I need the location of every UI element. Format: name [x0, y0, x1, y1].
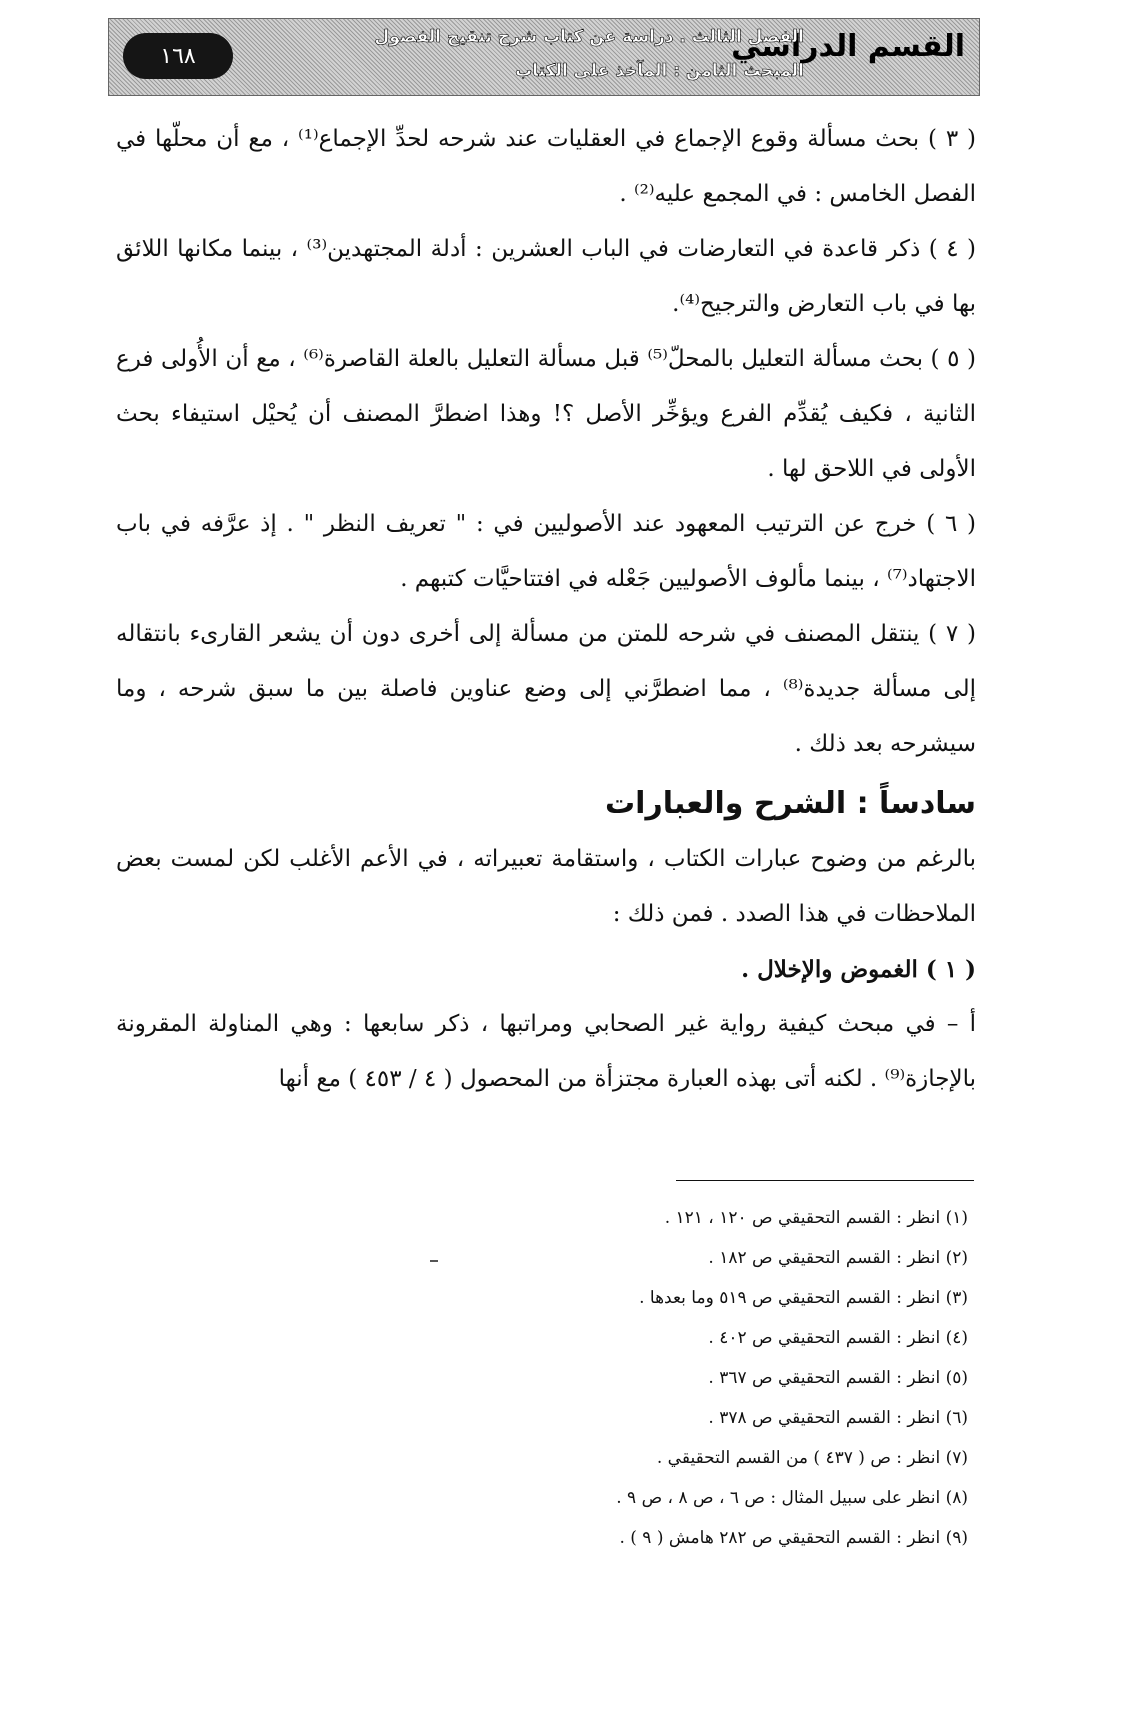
footnote-6: (٦) انظر : القسم التحقيقي ص ٣٧٨ .: [708, 1408, 968, 1428]
footnote-7: (٧) انظر : ص ( ٤٣٧ ) من القسم التحقيقي .: [656, 1448, 968, 1468]
footnote-divider: [676, 1180, 974, 1181]
footnote-4: (٤) انظر : القسم التحقيقي ص ٤٠٢ .: [708, 1328, 968, 1348]
paragraph-item-6: ( ٦ ) خرج عن الترتيب المعهود عند الأصوليين في : " تعريف النظر " . إذ عرَّفه في باب الاجتهاد⁽⁷⁾ ، بينما مألوف الأصوليين جَعْله في افتتاحيَّات كتبهم .: [116, 511, 977, 592]
topic-title: المبحث الثامن : المآخذ على الكتاب: [515, 61, 804, 81]
last-paragraph: أ – في مبحث كيفية رواية غير الصحابي ومراتبها ، ذكر سابعها : وهي المناولة المقرونة بالإجازة⁽⁹⁾ . لكنه أتى بهذه العبارة مجتزأة من المحصول ( ٤ / ٤٥٣ ) مع أنها: [116, 1011, 976, 1092]
sub-heading: ( ١ ) الغموض والإخلال .: [741, 956, 976, 983]
paragraph-item-5: ( ٥ ) بحث مسألة التعليل بالمحلّ⁽⁵⁾ قبل مسألة التعليل بالعلة القاصرة⁽⁶⁾ ، مع أن الأُولى فرع الثانية ، فكيف يُقدِّم الفرع ويؤخِّر الأصل ؟! وهذا اضطرَّ المصنف أن يُحيْل استيفاء بحث الأولى في اللاحق لها .: [116, 346, 976, 482]
section-title: القسم الدراسي: [731, 29, 965, 64]
footnote-8: (٨) انظر على سبيل المثال : ص ٦ ، ص ٨ ، ص ٩ .: [616, 1488, 968, 1508]
page-number: ١٦٨: [123, 33, 233, 79]
paragraph-item-4: ( ٤ ) ذكر قاعدة في التعارضات في الباب العشرين : أدلة المجتهدين⁽³⁾ ، بينما مكانها اللائق بها في باب التعارض والترجيح⁽⁴⁾.: [116, 236, 976, 317]
section-heading: سادساً : الشرح والعبارات: [605, 786, 976, 821]
intro-paragraph: بالرغم من وضوح عبارات الكتاب ، واستقامة تعبيراته ، في الأعم الأغلب لكن لمست بعض الملاحظات في هذا الصدد . فمن ذلك :: [116, 846, 976, 927]
page-header: [108, 18, 980, 96]
footnote-1: (١) انظر : القسم التحقيقي ص ١٢٠ ، ١٢١ .: [664, 1208, 968, 1228]
paragraph-item-3: ( ٣ ) بحث مسألة وقوع الإجماع في العقليات عند شرحه لحدِّ الإجماع⁽¹⁾ ، مع أن محلّها في الفصل الخامس : في المجمع عليه⁽²⁾ .: [116, 126, 976, 207]
footnote-2: (٢) انظر : القسم التحقيقي ص ١٨٢ .: [708, 1248, 968, 1268]
chapter-title: الفصل الثالث . دراسة عن كتاب شرح تنقيح الفصول: [374, 27, 804, 47]
paragraph-item-7: ( ٧ ) ينتقل المصنف في شرحه للمتن من مسألة إلى أخرى دون أن يشعر القارىء بانتقاله إلى مسألة جديدة⁽⁸⁾ ، مما اضطرَّني إلى وضع عناوين فاصلة بين ما سبق شرحه ، وما سيشرحه بعد ذلك .: [116, 621, 976, 757]
footnotes: [116, 1198, 968, 1558]
footnote-9: (٩) انظر : القسم التحقيقي ص ٢٨٢ هامش ( ٩ ) .: [619, 1528, 968, 1548]
main-text: [116, 112, 976, 1107]
footnote-3: (٣) انظر : القسم التحقيقي ص ٥١٩ وما بعدها .: [639, 1288, 968, 1308]
footnote-5: (٥) انظر : القسم التحقيقي ص ٣٦٧ .: [708, 1368, 968, 1388]
